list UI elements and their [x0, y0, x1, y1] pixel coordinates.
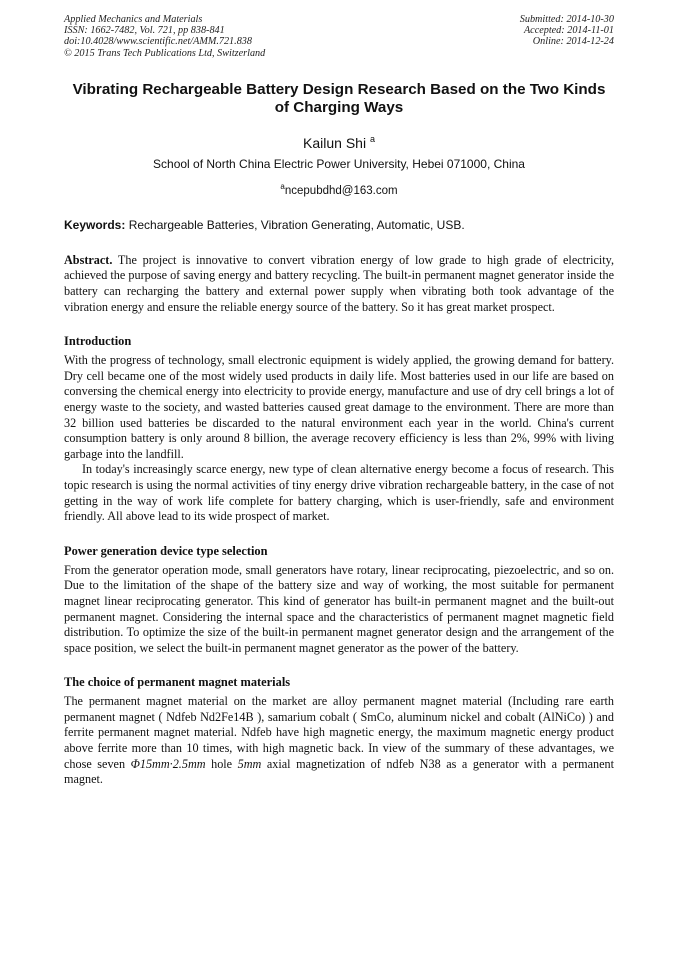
author-email-line — [64, 179, 614, 199]
magnet-text-part-3: axial magnetization of ndfeb N38 as a generator with a permanent magnet. — [64, 756, 615, 787]
paper-title: Vibrating Rechargeable Battery Design Research Based on the Two Kinds of Charging Ways — [72, 80, 606, 117]
author-affiliation: School of North China Electric Power University, Hebei 071000, China — [153, 156, 525, 171]
author-superscript: a — [369, 133, 375, 144]
magnet-dimension-formula: Φ15mm·2.5mm — [130, 756, 206, 771]
journal-copyright: © 2015 Trans Tech Publications Ltd, Switzerland — [64, 47, 266, 59]
power-generation-paragraph: From the generator operation mode, small generators have rotary, linear reciprocating, piezoelectric, and so on. Due to the limitation of the shape of the battery size and way of working, the most suitable for permanent magnet linear reciprocating generator. This kind of generator has built-in permanent magnet and the built-out permanent magnet. Considering the internal space and the characteristics of permanent magnet magnetic field distribution. To optimize the size of the built-in permanent magnet generator design and the arrangement of the space position, we select the built-in permanent magnet generator as the power of the battery. — [64, 562, 614, 655]
keywords — [64, 217, 614, 233]
journal-name: Applied Mechanics and Materials — [64, 14, 203, 25]
abstract — [64, 253, 614, 315]
magnet-text-part-2: hole — [211, 756, 233, 771]
section-title-power-generation: Power generation device type selection — [64, 543, 268, 558]
publication-dates — [520, 14, 614, 59]
journal-issn: ISSN: 1662-7482, Vol. 721, pp 838-841 — [64, 25, 225, 37]
introduction-paragraph-2: In today's increasingly scarce energy, new type of clean alternative energy become a focus of research. This topic research is using the normal activities of tiny energy drive vibration rechargeable battery, in the case of not getting in the way of work life complete for battery charging, which is user-friendly, safe and environment friendly. All above lead to its wide prospect of market. — [64, 462, 614, 524]
section-title-magnet-materials: The choice of permanent magnet materials — [64, 675, 291, 690]
author-email: ncepubdhd@163.com — [284, 184, 398, 197]
date-online: Online: 2014-12-24 — [532, 36, 614, 48]
section-title-introduction: Introduction — [64, 334, 132, 349]
date-accepted: Accepted: 2014-11-01 — [523, 25, 614, 37]
keywords-text: Rechargeable Batteries, Vibration Generating, Automatic, USB. — [128, 217, 465, 232]
author-name: Kailun Shi — [303, 134, 367, 151]
journal-header — [64, 14, 614, 59]
journal-doi: doi:10.4028/www.scientific.net/AMM.721.838 — [64, 36, 252, 48]
magnet-hole-size: 5mm — [237, 756, 262, 771]
email-superscript: a — [280, 181, 285, 191]
introduction-paragraph-1: With the progress of technology, small electronic equipment is widely applied, the growing demand for battery. Dry cell became one of the most widely used products in daily life. Most batteries used in our life are based on conversing the chemical energy into electricity to provide energy, manufacture and use of dry cell brings a lot of energy waste to the society, and wasted batteries caused great damage to the environment. There are more than 32 billion used batteries be discarded to the natural environment each year in the world. China's current consumption battery is only around 8 billion, the average recovery efficiency is less than 2%, 99% with living garbage into the landfill. — [64, 353, 614, 461]
abstract-text: The project is innovative to convert vibration energy of low grade to high grade of electricity, achieved the purpose of saving energy and battery recycling. The built-in permanent magnet generator inside the battery can recharging the battery and external power supply when vibrating both took advantage of the vibration energy and ensure the reliable energy source of the battery. So it has great market prospect. — [64, 252, 614, 314]
journal-info — [64, 14, 265, 59]
magnet-text-part-1: The permanent magnet material on the market are alloy permanent magnet material (Including rare earth permanent magnet ( Ndfeb Nd2Fe14B ), samarium cobalt ( SmCo, aluminum nickel and cobalt (AlNiCo) ) and ferrite permanent magnet material. Ndfeb have high magnetic energy, the maximum magnetic energy product above ferrite more than 10 times, with high magnetic back. In view of the summary of these advantages, we chose seven — [64, 694, 614, 771]
keywords-label: Keywords: — [64, 217, 126, 232]
date-submitted: Submitted: 2014-10-30 — [519, 14, 614, 25]
author-line — [64, 130, 614, 152]
magnet-materials-paragraph — [64, 694, 614, 788]
abstract-label: Abstract. — [64, 252, 113, 267]
